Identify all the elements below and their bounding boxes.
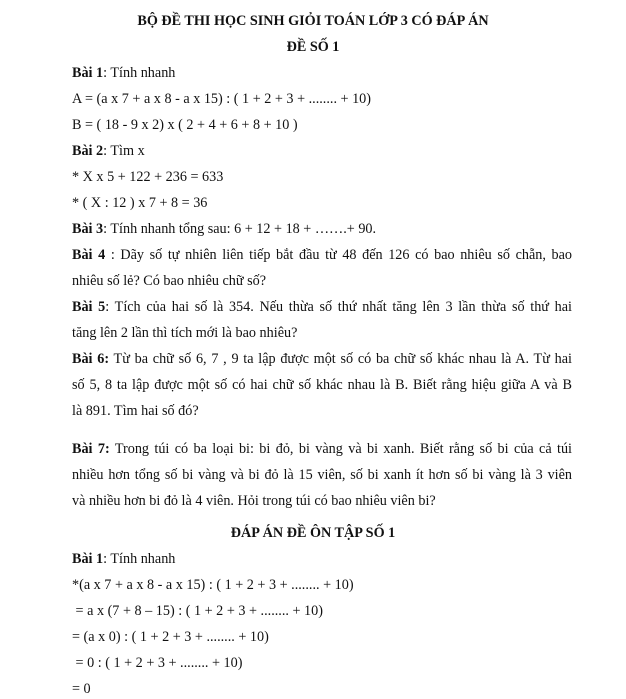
problem-2-equation-b: * ( X : 12 ) x 7 + 8 = 36 bbox=[72, 195, 208, 211]
problem-2-equation-a: * X x 5 + 122 + 236 = 633 bbox=[72, 169, 224, 185]
problem-2-text: : Tìm x bbox=[103, 143, 145, 159]
answer-1-heading bbox=[72, 550, 175, 568]
answer-1-step-2: = a x (7 + 8 – 15) : ( 1 + 2 + 3 + ........ + 10) bbox=[72, 603, 323, 619]
problem-1-text: : Tính nhanh bbox=[103, 65, 176, 81]
problem-1-heading bbox=[72, 64, 175, 82]
answer-1-label: Bài 1 bbox=[72, 551, 104, 567]
problem-4-text-1: : Dãy số tự nhiên liên tiếp bắt đầu từ 48 đến 126 có bao nhiêu số chẵn, bao bbox=[105, 247, 573, 263]
answers-heading: ĐÁP ÁN ĐỀ ÔN TẬP SỐ 1 bbox=[230, 525, 396, 541]
problem-2-label: Bài 2 bbox=[72, 143, 104, 159]
problem-6-label: Bài 6: bbox=[72, 351, 110, 367]
answer-1-step-1: *(a x 7 + a x 8 - a x 15) : ( 1 + 2 + 3 + ........ + 10) bbox=[72, 577, 354, 593]
problem-6-line-1 bbox=[72, 350, 572, 368]
document-subtitle: ĐỀ SỐ 1 bbox=[286, 39, 340, 55]
problem-2-heading bbox=[72, 142, 145, 160]
problem-4-line-2: nhiêu số lẻ? Có bao nhiêu chữ số? bbox=[72, 273, 267, 289]
problem-4-label: Bài 4 bbox=[72, 247, 106, 263]
problem-7-label: Bài 7: bbox=[72, 441, 110, 457]
problem-1-label: Bài 1 bbox=[72, 65, 104, 81]
answer-1-step-4: = 0 : ( 1 + 2 + 3 + ........ + 10) bbox=[72, 655, 243, 671]
problem-6-line-2: số 5, 8 ta lập được một số có hai chữ số khác nhau là B. Biết rằng hiệu giữa A và B bbox=[72, 377, 572, 393]
problem-6-line-3: là 891. Tìm hai số đó? bbox=[72, 403, 199, 419]
problem-5-line-2: tăng lên 2 lần thì tích mới là bao nhiêu? bbox=[72, 325, 298, 341]
problem-7-line-3: và nhiều hơn bi đỏ là 4 viên. Hỏi trong túi có bao nhiêu viên bi? bbox=[72, 493, 436, 509]
answer-1-step-3: = (a x 0) : ( 1 + 2 + 3 + ........ + 10) bbox=[72, 629, 269, 645]
document-title: BỘ ĐỀ THI HỌC SINH GIỎI TOÁN LỚP 3 CÓ ĐÁP ÁN bbox=[137, 13, 489, 29]
problem-5-line-1 bbox=[72, 298, 572, 316]
problem-7-line-2: nhiều hơn tổng số bi vàng và bi đỏ là 15 viên, số bi xanh ít hơn số bi vàng là 3 viên bbox=[72, 467, 572, 483]
problem-5-label: Bài 5 bbox=[72, 299, 106, 315]
problem-6-text-1: Từ ba chữ số 6, 7 , 9 ta lập được một số có ba chữ số khác nhau là A. Từ hai bbox=[109, 351, 572, 367]
answer-1-step-5: = 0 bbox=[72, 681, 91, 697]
problem-3-text: : Tính nhanh tổng sau: 6 + 12 + 18 + …….+ 90. bbox=[103, 221, 377, 237]
problem-5-text-1: : Tích của hai số là 354. Nếu thừa số thứ nhất tăng lên 3 lần thừa số thứ hai bbox=[105, 299, 572, 315]
answer-1-text: : Tính nhanh bbox=[103, 551, 176, 567]
problem-1-expression-a: A = (a x 7 + a x 8 - a x 15) : ( 1 + 2 + 3 + ........ + 10) bbox=[72, 91, 372, 107]
problem-7-text-1: Trong túi có ba loại bi: bi đỏ, bi vàng và bi xanh. Biết rằng số bi của cả túi bbox=[109, 441, 572, 457]
problem-3-label: Bài 3 bbox=[72, 221, 104, 237]
problem-1-expression-b: B = ( 18 - 9 x 2) x ( 2 + 4 + 6 + 8 + 10 ) bbox=[72, 117, 298, 133]
problem-3 bbox=[72, 220, 376, 238]
problem-7-line-1 bbox=[72, 440, 572, 458]
problem-4-line-1 bbox=[72, 246, 572, 264]
